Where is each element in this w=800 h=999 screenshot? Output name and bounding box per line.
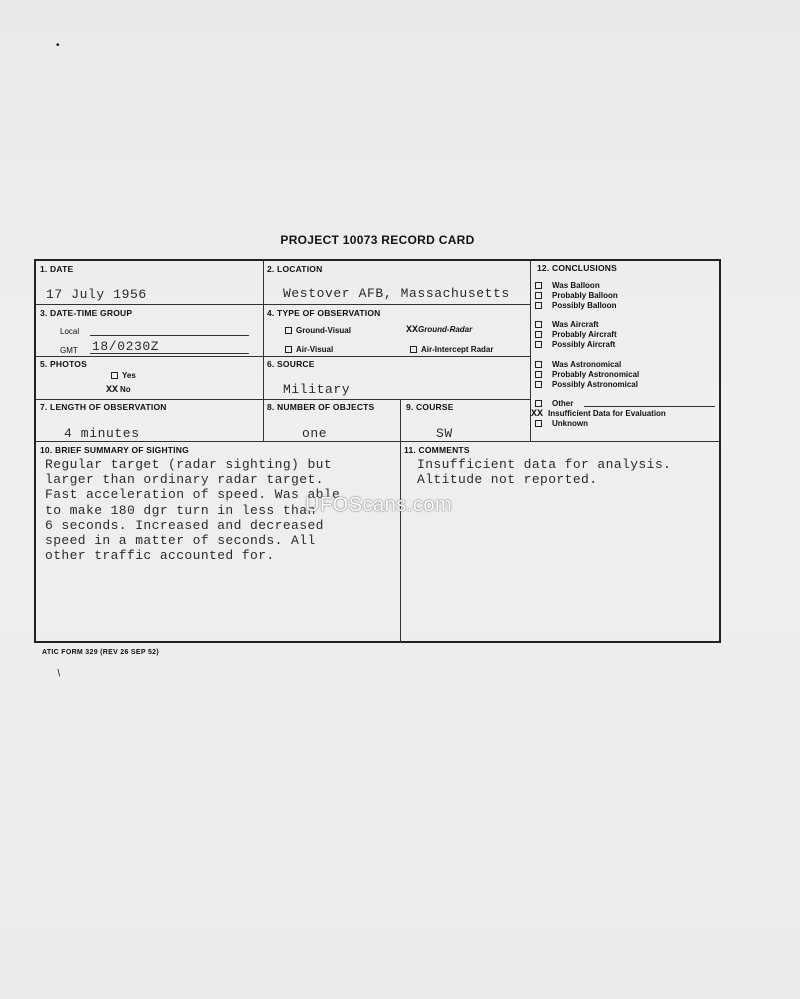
- date-label: 1. DATE: [40, 264, 74, 274]
- form-number: ATIC FORM 329 (REV 26 SEP 52): [42, 649, 159, 656]
- checkbox-icon: [535, 292, 542, 299]
- typed-x-mark: XX: [531, 409, 544, 420]
- watermark: UFOScans.com: [305, 494, 453, 516]
- typed-x-mark: XX: [406, 325, 419, 336]
- conclusion-item: Other: [535, 399, 573, 408]
- typed-x-mark: XX: [106, 385, 119, 396]
- location-label: 2. LOCATION: [267, 264, 323, 274]
- ground-radar-option: XXGround-Radar: [406, 325, 473, 336]
- length-label: 7. LENGTH OF OBSERVATION: [40, 402, 167, 412]
- checkbox-icon: [410, 346, 417, 353]
- checkbox-icon: [535, 400, 542, 407]
- row-divider: [36, 356, 530, 357]
- date-value: 17 July 1956: [46, 287, 147, 302]
- pen-mark: /: [55, 668, 64, 679]
- local-label: Local: [60, 327, 80, 336]
- row-divider: [36, 399, 530, 400]
- checkbox-icon: [535, 341, 542, 348]
- num-objects-label: 8. NUMBER OF OBJECTS: [267, 402, 375, 412]
- photos-yes-option: Yes: [111, 371, 136, 380]
- source-label: 6. SOURCE: [267, 359, 315, 369]
- conclusion-item: Possibly Astronomical: [535, 380, 638, 389]
- checkbox-icon: [285, 327, 292, 334]
- col-divider: [400, 399, 401, 643]
- gmt-value: 18/0230Z: [92, 339, 160, 354]
- checkbox-icon: [535, 302, 542, 309]
- checkbox-icon: [285, 346, 292, 353]
- dtg-label: 3. DATE-TIME GROUP: [40, 308, 133, 318]
- comments-label: 11. COMMENTS: [404, 445, 470, 455]
- checkbox-icon: [535, 331, 542, 338]
- checkbox-icon: [535, 282, 542, 289]
- source-value: Military: [283, 382, 351, 397]
- conclusions-label: 12. CONCLUSIONS: [537, 263, 617, 273]
- card-title: PROJECT 10073 RECORD CARD: [280, 233, 475, 247]
- length-value: 4 minutes: [64, 426, 140, 441]
- row-divider: [36, 304, 530, 305]
- summary-text: Regular target (radar sighting) but larger than ordinary radar target. Fast acceleration of speed. Was able to make 180 dgr turn in less than 6 seconds. Increased and decreased speed in a matter of seconds. All other traffic accounted for.: [45, 457, 341, 564]
- local-line: [90, 335, 249, 336]
- conclusion-item: Was Astronomical: [535, 360, 621, 369]
- conclusion-item: Possibly Balloon: [535, 301, 616, 310]
- location-value: Westover AFB, Massachusetts: [283, 286, 510, 301]
- course-label: 9. COURSE: [406, 402, 454, 412]
- comments-text: Insufficient data for analysis. Altitude not reported.: [417, 457, 672, 488]
- num-objects-value: one: [302, 426, 328, 441]
- conclusion-item: Was Balloon: [535, 281, 600, 290]
- type-obs-label: 4. TYPE OF OBSERVATION: [267, 308, 381, 318]
- checkbox-icon: [535, 361, 542, 368]
- course-value: SW: [436, 426, 453, 441]
- checkbox-icon: [535, 371, 542, 378]
- conclusion-item: Possibly Aircraft: [535, 340, 615, 349]
- checkbox-icon: [111, 372, 118, 379]
- conclusion-item: Was Aircraft: [535, 320, 599, 329]
- other-line: [584, 406, 715, 407]
- checkbox-icon: [535, 420, 542, 427]
- checkbox-icon: [535, 321, 542, 328]
- conclusion-item: Probably Aircraft: [535, 330, 617, 339]
- conclusion-item-checked: XX Insufficient Data for Evaluation: [531, 409, 666, 420]
- checkbox-icon: [535, 381, 542, 388]
- conclusion-item: Probably Astronomical: [535, 370, 639, 379]
- record-card: [34, 259, 721, 643]
- gmt-line: [90, 353, 249, 354]
- col-divider: [263, 261, 264, 441]
- speck-mark: •: [56, 40, 60, 51]
- photos-no-option: XX No: [106, 385, 131, 396]
- summary-label: 10. BRIEF SUMMARY OF SIGHTING: [40, 445, 189, 455]
- photos-label: 5. PHOTOS: [40, 359, 87, 369]
- air-intercept-option: Air-Intercept Radar: [410, 345, 493, 354]
- conclusion-item: Probably Balloon: [535, 291, 618, 300]
- conclusion-item: Unknown: [535, 419, 588, 428]
- ground-visual-option: Ground-Visual: [285, 326, 351, 335]
- gmt-label: GMT: [60, 346, 78, 355]
- row-divider: [36, 441, 721, 442]
- air-visual-option: Air-Visual: [285, 345, 333, 354]
